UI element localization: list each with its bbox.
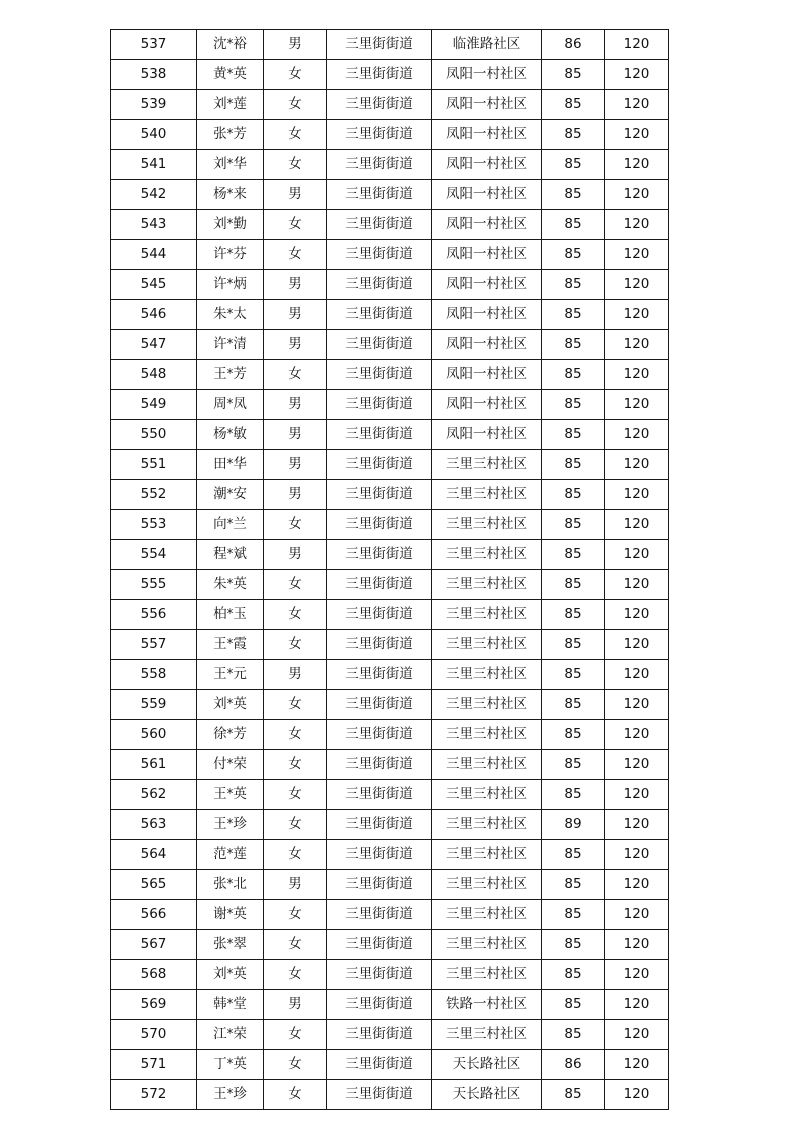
street-cell: 三里街街道 <box>327 330 432 360</box>
name-cell: 刘*华 <box>197 150 264 180</box>
age-cell: 85 <box>542 1020 605 1050</box>
community-cell: 三里三村社区 <box>432 810 542 840</box>
name-cell: 田*华 <box>197 450 264 480</box>
community-cell: 凤阳一村社区 <box>432 270 542 300</box>
street-cell: 三里街街道 <box>327 690 432 720</box>
amount-cell: 120 <box>605 390 669 420</box>
amount-cell: 120 <box>605 90 669 120</box>
gender-cell: 女 <box>264 210 327 240</box>
gender-cell: 女 <box>264 900 327 930</box>
row-number-cell: 553 <box>111 510 197 540</box>
amount-cell: 120 <box>605 270 669 300</box>
age-cell: 85 <box>542 450 605 480</box>
table-row <box>111 150 669 180</box>
name-cell: 丁*英 <box>197 1050 264 1080</box>
age-cell: 85 <box>542 540 605 570</box>
street-cell: 三里街街道 <box>327 240 432 270</box>
row-number-cell: 552 <box>111 480 197 510</box>
amount-cell: 120 <box>605 480 669 510</box>
amount-cell: 120 <box>605 810 669 840</box>
gender-cell: 女 <box>264 840 327 870</box>
table-row <box>111 420 669 450</box>
street-cell: 三里街街道 <box>327 450 432 480</box>
subsidy-roster-table <box>110 29 669 1110</box>
community-cell: 凤阳一村社区 <box>432 120 542 150</box>
street-cell: 三里街街道 <box>327 780 432 810</box>
age-cell: 85 <box>542 870 605 900</box>
street-cell: 三里街街道 <box>327 750 432 780</box>
age-cell: 85 <box>542 420 605 450</box>
community-cell: 三里三村社区 <box>432 570 542 600</box>
table-row <box>111 1050 669 1080</box>
gender-cell: 女 <box>264 240 327 270</box>
age-cell: 85 <box>542 780 605 810</box>
street-cell: 三里街街道 <box>327 1050 432 1080</box>
gender-cell: 女 <box>264 1050 327 1080</box>
age-cell: 85 <box>542 630 605 660</box>
community-cell: 三里三村社区 <box>432 870 542 900</box>
community-cell: 凤阳一村社区 <box>432 180 542 210</box>
name-cell: 黄*英 <box>197 60 264 90</box>
age-cell: 85 <box>542 930 605 960</box>
community-cell: 凤阳一村社区 <box>432 210 542 240</box>
street-cell: 三里街街道 <box>327 90 432 120</box>
row-number-cell: 563 <box>111 810 197 840</box>
age-cell: 85 <box>542 90 605 120</box>
gender-cell: 女 <box>264 750 327 780</box>
table-row <box>111 390 669 420</box>
row-number-cell: 545 <box>111 270 197 300</box>
age-cell: 85 <box>542 240 605 270</box>
table-row <box>111 1080 669 1110</box>
row-number-cell: 558 <box>111 660 197 690</box>
gender-cell: 女 <box>264 690 327 720</box>
row-number-cell: 541 <box>111 150 197 180</box>
row-number-cell: 537 <box>111 30 197 60</box>
row-number-cell: 572 <box>111 1080 197 1110</box>
row-number-cell: 548 <box>111 360 197 390</box>
table-row <box>111 60 669 90</box>
name-cell: 朱*英 <box>197 570 264 600</box>
street-cell: 三里街街道 <box>327 150 432 180</box>
street-cell: 三里街街道 <box>327 210 432 240</box>
table-row <box>111 750 669 780</box>
name-cell: 许*炳 <box>197 270 264 300</box>
name-cell: 杨*敏 <box>197 420 264 450</box>
community-cell: 三里三村社区 <box>432 780 542 810</box>
amount-cell: 120 <box>605 960 669 990</box>
street-cell: 三里街街道 <box>327 840 432 870</box>
table-row <box>111 240 669 270</box>
street-cell: 三里街街道 <box>327 900 432 930</box>
name-cell: 柏*玉 <box>197 600 264 630</box>
table-row <box>111 660 669 690</box>
name-cell: 韩*堂 <box>197 990 264 1020</box>
name-cell: 潮*安 <box>197 480 264 510</box>
street-cell: 三里街街道 <box>327 720 432 750</box>
row-number-cell: 571 <box>111 1050 197 1080</box>
age-cell: 85 <box>542 660 605 690</box>
age-cell: 85 <box>542 180 605 210</box>
row-number-cell: 567 <box>111 930 197 960</box>
community-cell: 临淮路社区 <box>432 30 542 60</box>
community-cell: 三里三村社区 <box>432 900 542 930</box>
name-cell: 王*英 <box>197 780 264 810</box>
gender-cell: 女 <box>264 630 327 660</box>
age-cell: 85 <box>542 480 605 510</box>
table-row <box>111 570 669 600</box>
community-cell: 三里三村社区 <box>432 630 542 660</box>
street-cell: 三里街街道 <box>327 1020 432 1050</box>
age-cell: 85 <box>542 210 605 240</box>
roster-body <box>111 30 669 1110</box>
amount-cell: 120 <box>605 1020 669 1050</box>
table-row <box>111 990 669 1020</box>
row-number-cell: 544 <box>111 240 197 270</box>
table-row <box>111 330 669 360</box>
row-number-cell: 559 <box>111 690 197 720</box>
community-cell: 三里三村社区 <box>432 690 542 720</box>
table-row <box>111 630 669 660</box>
gender-cell: 女 <box>264 510 327 540</box>
gender-cell: 男 <box>264 180 327 210</box>
row-number-cell: 562 <box>111 780 197 810</box>
community-cell: 三里三村社区 <box>432 600 542 630</box>
community-cell: 三里三村社区 <box>432 960 542 990</box>
table-row <box>111 840 669 870</box>
street-cell: 三里街街道 <box>327 1080 432 1110</box>
community-cell: 凤阳一村社区 <box>432 330 542 360</box>
community-cell: 凤阳一村社区 <box>432 390 542 420</box>
amount-cell: 120 <box>605 450 669 480</box>
gender-cell: 女 <box>264 360 327 390</box>
community-cell: 三里三村社区 <box>432 930 542 960</box>
community-cell: 三里三村社区 <box>432 720 542 750</box>
street-cell: 三里街街道 <box>327 630 432 660</box>
name-cell: 王*霞 <box>197 630 264 660</box>
table-row <box>111 810 669 840</box>
amount-cell: 120 <box>605 690 669 720</box>
age-cell: 85 <box>542 330 605 360</box>
row-number-cell: 543 <box>111 210 197 240</box>
table-row <box>111 360 669 390</box>
community-cell: 三里三村社区 <box>432 540 542 570</box>
name-cell: 向*兰 <box>197 510 264 540</box>
table-row <box>111 1020 669 1050</box>
gender-cell: 男 <box>264 390 327 420</box>
community-cell: 凤阳一村社区 <box>432 360 542 390</box>
community-cell: 三里三村社区 <box>432 660 542 690</box>
amount-cell: 120 <box>605 930 669 960</box>
table-row <box>111 600 669 630</box>
community-cell: 三里三村社区 <box>432 840 542 870</box>
age-cell: 85 <box>542 990 605 1020</box>
gender-cell: 男 <box>264 270 327 300</box>
gender-cell: 女 <box>264 780 327 810</box>
row-number-cell: 542 <box>111 180 197 210</box>
street-cell: 三里街街道 <box>327 510 432 540</box>
community-cell: 凤阳一村社区 <box>432 420 542 450</box>
community-cell: 凤阳一村社区 <box>432 240 542 270</box>
row-number-cell: 564 <box>111 840 197 870</box>
gender-cell: 女 <box>264 720 327 750</box>
community-cell: 凤阳一村社区 <box>432 90 542 120</box>
row-number-cell: 570 <box>111 1020 197 1050</box>
gender-cell: 女 <box>264 1020 327 1050</box>
street-cell: 三里街街道 <box>327 30 432 60</box>
table-row <box>111 900 669 930</box>
age-cell: 85 <box>542 300 605 330</box>
gender-cell: 男 <box>264 330 327 360</box>
name-cell: 徐*芳 <box>197 720 264 750</box>
community-cell: 凤阳一村社区 <box>432 300 542 330</box>
row-number-cell: 551 <box>111 450 197 480</box>
street-cell: 三里街街道 <box>327 300 432 330</box>
amount-cell: 120 <box>605 840 669 870</box>
amount-cell: 120 <box>605 30 669 60</box>
age-cell: 85 <box>542 1080 605 1110</box>
street-cell: 三里街街道 <box>327 600 432 630</box>
amount-cell: 120 <box>605 540 669 570</box>
row-number-cell: 560 <box>111 720 197 750</box>
age-cell: 85 <box>542 270 605 300</box>
table-row <box>111 780 669 810</box>
street-cell: 三里街街道 <box>327 180 432 210</box>
name-cell: 王*珍 <box>197 810 264 840</box>
name-cell: 王*芳 <box>197 360 264 390</box>
age-cell: 85 <box>542 690 605 720</box>
amount-cell: 120 <box>605 150 669 180</box>
age-cell: 85 <box>542 60 605 90</box>
amount-cell: 120 <box>605 780 669 810</box>
community-cell: 天长路社区 <box>432 1080 542 1110</box>
table-row <box>111 300 669 330</box>
gender-cell: 男 <box>264 540 327 570</box>
name-cell: 刘*英 <box>197 690 264 720</box>
gender-cell: 男 <box>264 450 327 480</box>
street-cell: 三里街街道 <box>327 480 432 510</box>
age-cell: 89 <box>542 810 605 840</box>
table-row <box>111 540 669 570</box>
amount-cell: 120 <box>605 870 669 900</box>
age-cell: 85 <box>542 750 605 780</box>
gender-cell: 女 <box>264 150 327 180</box>
table-row <box>111 120 669 150</box>
name-cell: 王*元 <box>197 660 264 690</box>
age-cell: 86 <box>542 1050 605 1080</box>
street-cell: 三里街街道 <box>327 960 432 990</box>
age-cell: 85 <box>542 120 605 150</box>
gender-cell: 男 <box>264 30 327 60</box>
row-number-cell: 557 <box>111 630 197 660</box>
amount-cell: 120 <box>605 630 669 660</box>
row-number-cell: 540 <box>111 120 197 150</box>
name-cell: 周*凤 <box>197 390 264 420</box>
community-cell: 凤阳一村社区 <box>432 60 542 90</box>
name-cell: 王*珍 <box>197 1080 264 1110</box>
table-row <box>111 480 669 510</box>
street-cell: 三里街街道 <box>327 540 432 570</box>
table-row <box>111 180 669 210</box>
gender-cell: 女 <box>264 1080 327 1110</box>
street-cell: 三里街街道 <box>327 990 432 1020</box>
table-row <box>111 450 669 480</box>
amount-cell: 120 <box>605 600 669 630</box>
name-cell: 许*芬 <box>197 240 264 270</box>
amount-cell: 120 <box>605 300 669 330</box>
community-cell: 三里三村社区 <box>432 480 542 510</box>
name-cell: 张*芳 <box>197 120 264 150</box>
row-number-cell: 547 <box>111 330 197 360</box>
street-cell: 三里街街道 <box>327 810 432 840</box>
age-cell: 86 <box>542 30 605 60</box>
community-cell: 三里三村社区 <box>432 450 542 480</box>
community-cell: 三里三村社区 <box>432 750 542 780</box>
age-cell: 85 <box>542 360 605 390</box>
row-number-cell: 546 <box>111 300 197 330</box>
street-cell: 三里街街道 <box>327 570 432 600</box>
street-cell: 三里街街道 <box>327 420 432 450</box>
age-cell: 85 <box>542 510 605 540</box>
row-number-cell: 555 <box>111 570 197 600</box>
street-cell: 三里街街道 <box>327 390 432 420</box>
amount-cell: 120 <box>605 660 669 690</box>
row-number-cell: 566 <box>111 900 197 930</box>
amount-cell: 120 <box>605 60 669 90</box>
gender-cell: 女 <box>264 960 327 990</box>
amount-cell: 120 <box>605 750 669 780</box>
name-cell: 刘*莲 <box>197 90 264 120</box>
row-number-cell: 569 <box>111 990 197 1020</box>
row-number-cell: 556 <box>111 600 197 630</box>
age-cell: 85 <box>542 390 605 420</box>
gender-cell: 男 <box>264 300 327 330</box>
age-cell: 85 <box>542 720 605 750</box>
table-row <box>111 960 669 990</box>
name-cell: 付*荣 <box>197 750 264 780</box>
community-cell: 三里三村社区 <box>432 510 542 540</box>
row-number-cell: 539 <box>111 90 197 120</box>
street-cell: 三里街街道 <box>327 270 432 300</box>
amount-cell: 120 <box>605 510 669 540</box>
amount-cell: 120 <box>605 240 669 270</box>
street-cell: 三里街街道 <box>327 870 432 900</box>
table-row <box>111 510 669 540</box>
gender-cell: 男 <box>264 480 327 510</box>
gender-cell: 男 <box>264 990 327 1020</box>
amount-cell: 120 <box>605 180 669 210</box>
amount-cell: 120 <box>605 330 669 360</box>
name-cell: 许*清 <box>197 330 264 360</box>
amount-cell: 120 <box>605 360 669 390</box>
name-cell: 刘*勤 <box>197 210 264 240</box>
street-cell: 三里街街道 <box>327 930 432 960</box>
community-cell: 三里三村社区 <box>432 1020 542 1050</box>
amount-cell: 120 <box>605 420 669 450</box>
street-cell: 三里街街道 <box>327 360 432 390</box>
amount-cell: 120 <box>605 210 669 240</box>
age-cell: 85 <box>542 600 605 630</box>
gender-cell: 男 <box>264 420 327 450</box>
gender-cell: 男 <box>264 660 327 690</box>
gender-cell: 女 <box>264 600 327 630</box>
amount-cell: 120 <box>605 900 669 930</box>
gender-cell: 女 <box>264 570 327 600</box>
community-cell: 凤阳一村社区 <box>432 150 542 180</box>
table-row <box>111 210 669 240</box>
table-row <box>111 690 669 720</box>
table-row <box>111 30 669 60</box>
row-number-cell: 554 <box>111 540 197 570</box>
name-cell: 江*荣 <box>197 1020 264 1050</box>
age-cell: 85 <box>542 150 605 180</box>
row-number-cell: 549 <box>111 390 197 420</box>
row-number-cell: 538 <box>111 60 197 90</box>
amount-cell: 120 <box>605 720 669 750</box>
amount-cell: 120 <box>605 120 669 150</box>
amount-cell: 120 <box>605 990 669 1020</box>
amount-cell: 120 <box>605 1050 669 1080</box>
name-cell: 范*莲 <box>197 840 264 870</box>
gender-cell: 女 <box>264 810 327 840</box>
name-cell: 张*北 <box>197 870 264 900</box>
street-cell: 三里街街道 <box>327 60 432 90</box>
community-cell: 天长路社区 <box>432 1050 542 1080</box>
gender-cell: 女 <box>264 930 327 960</box>
gender-cell: 男 <box>264 870 327 900</box>
gender-cell: 女 <box>264 120 327 150</box>
name-cell: 张*翠 <box>197 930 264 960</box>
table-row <box>111 90 669 120</box>
name-cell: 刘*英 <box>197 960 264 990</box>
table-row <box>111 720 669 750</box>
gender-cell: 女 <box>264 90 327 120</box>
age-cell: 85 <box>542 840 605 870</box>
name-cell: 沈*裕 <box>197 30 264 60</box>
row-number-cell: 561 <box>111 750 197 780</box>
table-row <box>111 930 669 960</box>
row-number-cell: 568 <box>111 960 197 990</box>
amount-cell: 120 <box>605 1080 669 1110</box>
street-cell: 三里街街道 <box>327 120 432 150</box>
name-cell: 杨*来 <box>197 180 264 210</box>
name-cell: 朱*太 <box>197 300 264 330</box>
age-cell: 85 <box>542 570 605 600</box>
community-cell: 铁路一村社区 <box>432 990 542 1020</box>
table-row <box>111 270 669 300</box>
age-cell: 85 <box>542 900 605 930</box>
name-cell: 程*斌 <box>197 540 264 570</box>
row-number-cell: 550 <box>111 420 197 450</box>
street-cell: 三里街街道 <box>327 660 432 690</box>
age-cell: 85 <box>542 960 605 990</box>
table-row <box>111 870 669 900</box>
amount-cell: 120 <box>605 570 669 600</box>
row-number-cell: 565 <box>111 870 197 900</box>
name-cell: 谢*英 <box>197 900 264 930</box>
gender-cell: 女 <box>264 60 327 90</box>
